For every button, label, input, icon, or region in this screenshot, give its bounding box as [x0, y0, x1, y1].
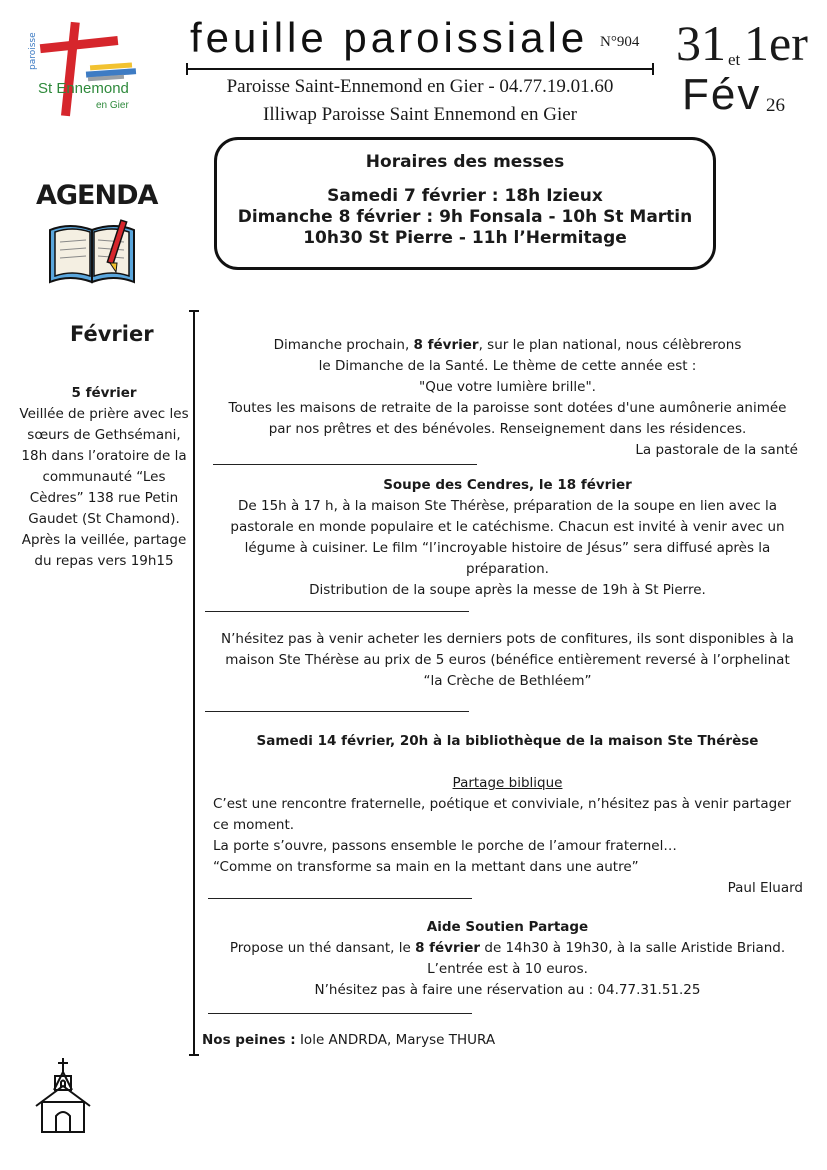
illiwap-line: Illiwap Paroisse Saint Ennemond en Gier [263, 104, 577, 125]
peines-label: Nos peines : [202, 1032, 296, 1048]
asp-line-1a: Propose un thé dansant, le [229, 940, 416, 956]
parish-logo [30, 18, 150, 118]
soupe-line-1: De 15h à 17 h, à la maison Ste Thérèse, préparation de la soupe en lien avec la [238, 498, 777, 514]
soupe-title: Soupe des Cendres, le 18 février [383, 477, 632, 493]
date-month: Fév [682, 70, 762, 119]
sante-line-1c: , sur le plan national, nous célèbrerons [478, 337, 742, 353]
date-year: 26 [766, 95, 785, 116]
soupe-line-3: légume à cuisiner. Le film “l’incroyable histoire de Jésus” sera diffusé après la [244, 540, 771, 556]
biblique-line-1: C’est une rencontre fraternelle, poétique et conviviale, n’hésitez pas à venir partager [213, 796, 792, 812]
mass-line-1: Samedi 7 février : 18h Izieux [327, 186, 603, 206]
mass-line-2: Dimanche 8 février : 9h Fonsala - 10h St Martin [237, 207, 693, 227]
peines-names: Iole ANDRDA, Maryse THURA [295, 1032, 496, 1048]
biblique-signature: Paul Eluard [727, 880, 803, 896]
peines-line [202, 1030, 495, 1051]
sante-line-4: Toutes les maisons de retraite de la paroisse sont dotées d'une aumônerie animée [228, 400, 787, 416]
timeline-cap-top [189, 310, 199, 312]
separator [208, 898, 472, 899]
confitures-line-3: “la Crèche de Bethléem” [423, 673, 592, 689]
agenda-event-date: 5 février [71, 385, 137, 401]
confitures-line-1: N’hésitez pas à venir acheter les derniers pots de confitures, ils sont disponibles à la [221, 631, 794, 647]
confitures-section [200, 629, 815, 692]
date-day1: 31 [676, 15, 726, 71]
date-et: et [728, 50, 741, 69]
biblique-line-3: La porte s’ouvre, passons ensemble le porche de l’amour fraternel… [213, 838, 677, 854]
soupe-line-2: pastorale en monde populaire et le catéchisme. Chacun est invité à venir avec un [230, 519, 785, 535]
sante-line-1a: Dimanche prochain, [273, 337, 414, 353]
separator [208, 1013, 472, 1014]
sante-date: 8 février [413, 337, 479, 353]
date-day2: 1er [744, 15, 808, 71]
biblique-subtitle: Partage biblique [452, 775, 563, 791]
biblique-title: Samedi 14 février, 20h à la bibliothèque de la maison Ste Thérèse [256, 733, 759, 749]
mass-times-heading: Horaires des messes [365, 152, 565, 172]
timeline-bar [193, 310, 195, 1056]
mass-times-box [214, 137, 716, 270]
confitures-line-2: maison Ste Thérèse au prix de 5 euros (bénéfice entièrement reversé à l’orphelinat [225, 652, 790, 668]
title-underline [186, 68, 654, 70]
issue-number: N°904 [600, 34, 640, 50]
biblique-line-2: ce moment. [213, 817, 295, 833]
mass-line-3: 10h30 St Pierre - 11h l’Hermitage [303, 228, 627, 248]
timeline-cap-bottom [189, 1054, 199, 1056]
logo-small-text: paroisse [28, 32, 38, 70]
soupe-section [200, 475, 815, 601]
agenda-event-text: Veillée de prière avec les sœurs de Gethsémani, 18h dans l’oratoire de la communauté “Les Cèdres” 138 rue Petin Gaudet (St Chamond). Après la veillée, partage du repas vers 19h15 [19, 406, 189, 569]
parish-phone-line: Paroisse Saint-Ennemond en Gier - 04.77.19.01.60 [226, 76, 614, 97]
agenda-event [14, 383, 194, 572]
chapel-icon [32, 1056, 94, 1138]
sante-line-5: par nos prêtres et des bénévoles. Renseignement dans les résidences. [268, 421, 747, 437]
biblique-body [213, 794, 803, 899]
asp-title: Aide Soutien Partage [426, 919, 589, 935]
agenda-title: AGENDA [36, 180, 158, 211]
underline-cap-left [186, 63, 188, 75]
asp-line-1c: de 14h30 à 19h30, à la salle Aristide Briand. [480, 940, 786, 956]
asp-section [200, 917, 815, 1001]
cross-logo-icon [30, 18, 150, 118]
separator [205, 711, 469, 712]
notebook-icon [44, 216, 140, 292]
soupe-line-4: préparation. [466, 561, 549, 577]
biblique-quote: “Comme on transforme sa main en la mettant dans une autre” [213, 859, 639, 875]
asp-date: 8 février [415, 940, 481, 956]
separator [205, 611, 469, 612]
logo-sub: en Gier [96, 100, 129, 111]
logo-name: St Ennemond [38, 80, 129, 97]
underline-cap-right [652, 63, 654, 75]
sante-signature: La pastorale de la santé [635, 442, 798, 458]
page-title: feuille paroissiale [190, 14, 589, 61]
separator [213, 464, 477, 465]
sante-section [200, 335, 815, 461]
asp-line-3: N’hésitez pas à faire une réservation au : 04.77.31.51.25 [314, 982, 701, 998]
sante-line-2: le Dimanche de la Santé. Le thème de cette année est : [318, 358, 697, 374]
month-heading: Février [70, 322, 154, 346]
soupe-line-5: Distribution de la soupe après la messe de 19h à St Pierre. [309, 582, 706, 598]
asp-line-2: L’entrée est à 10 euros. [427, 961, 588, 977]
sante-theme: "Que votre lumière brille". [419, 379, 596, 395]
